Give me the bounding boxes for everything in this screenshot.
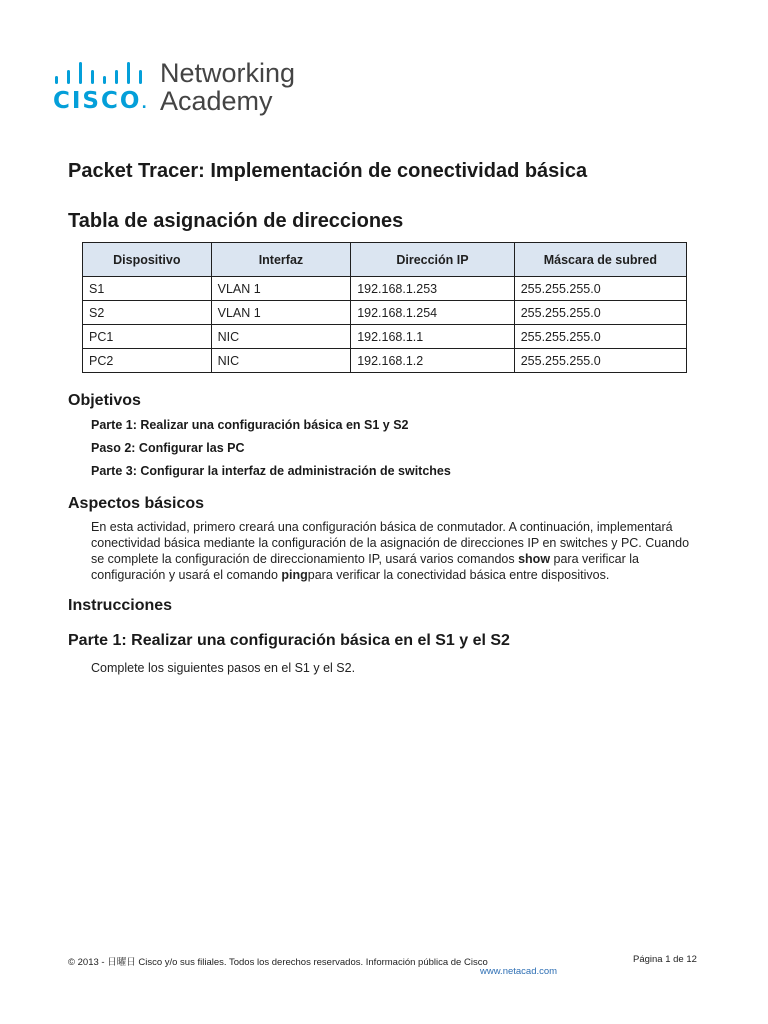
address-table xyxy=(82,242,687,373)
part1-paragraph: Complete los siguientes pasos en el S1 y el S2. xyxy=(91,661,356,675)
table-cell: 255.255.255.0 xyxy=(514,325,686,349)
table-cell: PC1 xyxy=(83,325,212,349)
table-cell: NIC xyxy=(211,349,351,373)
objectives-heading: Objetivos xyxy=(68,392,141,409)
table-row xyxy=(83,277,687,301)
column-header: Dirección IP xyxy=(351,243,515,277)
table-cell: 255.255.255.0 xyxy=(514,277,686,301)
background-heading: Aspectos básicos xyxy=(68,495,205,512)
table-cell: 192.168.1.2 xyxy=(351,349,515,373)
column-header: Dispositivo xyxy=(83,243,212,277)
table-header-row xyxy=(83,243,687,277)
part1-heading: Parte 1: Realizar una configuración básica en el S1 y el S2 xyxy=(68,632,510,649)
table-cell: NIC xyxy=(211,325,351,349)
document-title: Packet Tracer: Implementación de conectividad básica xyxy=(68,160,588,182)
objective-item: Paso 2: Configurar las PC xyxy=(91,441,245,455)
table-row xyxy=(83,349,687,373)
cisco-bridge-icon xyxy=(53,60,149,84)
column-header: Máscara de subred xyxy=(514,243,686,277)
footer-url-link[interactable]: www.netacad.com xyxy=(480,966,558,977)
background-paragraph: En esta actividad, primero creará una configuración básica de conmutador. A continuación, implementará conectividad básica mediante la configuración de la asignación de direcciones IP en switches y PC. Cuando se complete la configuración de direccionamiento IP, usará varios comandos show para verificar la configuración y usará el comando pingpara verificar la conectividad básica entre dispositivos. xyxy=(91,520,690,582)
table-cell: S2 xyxy=(83,301,212,325)
objective-item: Parte 3: Configurar la interfaz de administración de switches xyxy=(91,464,451,478)
ping-command: ping xyxy=(281,568,308,582)
show-command: show xyxy=(518,552,551,566)
table-cell: 192.168.1.254 xyxy=(351,301,515,325)
footer-page-number: Página 1 de 12 xyxy=(633,954,697,965)
cisco-wordmark: CISCO . xyxy=(53,88,149,114)
table-cell: VLAN 1 xyxy=(211,277,351,301)
table-cell: 255.255.255.0 xyxy=(514,301,686,325)
table-cell: 255.255.255.0 xyxy=(514,349,686,373)
table-row xyxy=(83,325,687,349)
table-cell: S1 xyxy=(83,277,212,301)
address-table-heading: Tabla de asignación de direcciones xyxy=(68,210,404,232)
table-cell: PC2 xyxy=(83,349,212,373)
table-cell: VLAN 1 xyxy=(211,301,351,325)
objective-item: Parte 1: Realizar una configuración básica en S1 y S2 xyxy=(91,418,409,432)
logo-networking-text: Networking xyxy=(160,58,296,88)
column-header: Interfaz xyxy=(211,243,351,277)
instructions-heading: Instrucciones xyxy=(68,597,173,614)
footer-copyright: © 2013 - 日曜日 Cisco y/o sus filiales. Todos los derechos reservados. Información pública de Cisco xyxy=(68,957,488,968)
logo-academy-text: Academy xyxy=(160,86,273,116)
table-cell: 192.168.1.1 xyxy=(351,325,515,349)
table-row xyxy=(83,301,687,325)
cisco-networking-academy-logo xyxy=(53,58,313,118)
table-cell: 192.168.1.253 xyxy=(351,277,515,301)
